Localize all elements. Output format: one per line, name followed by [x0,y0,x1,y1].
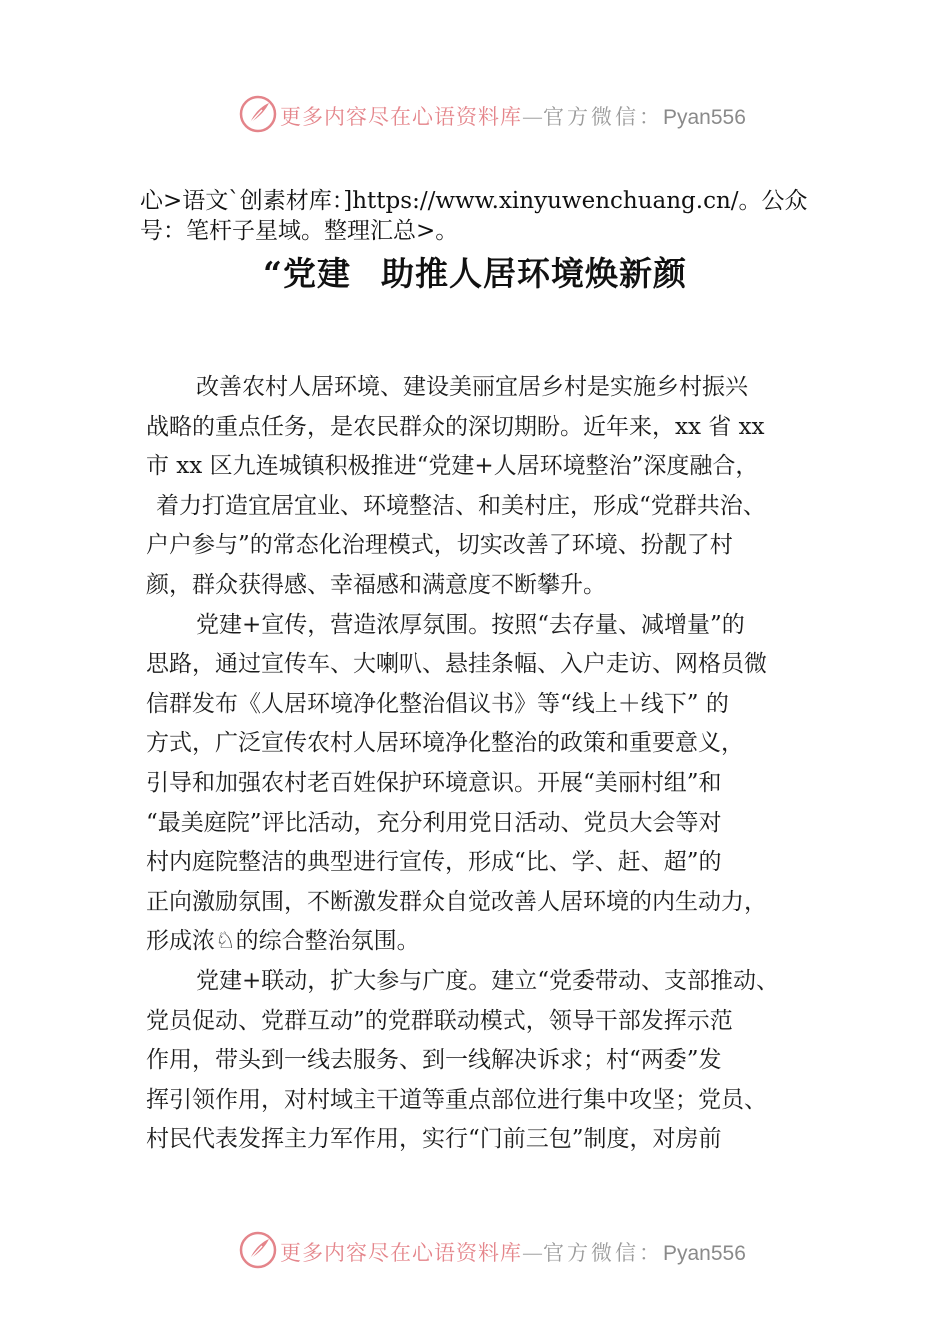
body-line: 思路，通过宣传车、大喇叭、悬挂条幅、入户走访、网格员微 [146,651,767,678]
banner-text [280,1237,746,1267]
body-line: 方式，广泛宣传农村人居环境净化整治的政策和重要意义， [146,730,744,757]
header-banner [0,92,950,140]
feather-pen-icon [238,1230,278,1270]
body-line: 党建+宣传，营造浓厚氛围。按照“去存量、减增量”的 [196,611,745,638]
banner-wechat-id: Pyan556 [663,1242,746,1265]
body-line: 改善农村人居环境、建设美丽宜居乡村是实施乡村振兴 [196,374,748,400]
banner-dash: — [522,105,543,129]
banner-wechat-label: 官方微信： [543,105,663,129]
page-title [0,248,950,295]
banner-wechat-id: Pyan556 [663,106,746,129]
body-line: 村民代表发挥主力军作用，实行“门前三包”制度，对房前 [146,1126,722,1153]
banner-text [280,101,746,131]
feather-pen-icon [238,94,278,134]
footer-banner [0,1228,950,1276]
body-line: 村内庭院整洁的典型进行宣传，形成“比、学、赶、超”的 [146,849,722,876]
body-line: 挥引领作用，对村域主干道等重点部位进行集中攻坚；党员、 [146,1086,767,1113]
banner-wechat-label: 官方微信： [543,1241,663,1265]
body-line: “最美庭院”评比活动，充分利用党日活动、党员大会等对 [146,809,722,836]
title-part-2: 助推人居环境焕新颜 [380,254,687,293]
body-line: 正向激励氛围，不断激发群众自觉改善人居环境的内生动力， [146,888,767,915]
body-line: 户户参与”的常态化治理模式，切实改善了环境、扮靓了村 [146,532,733,559]
body-line: 作用，带头到一线去服务、到一线解决诉求；村“两委”发 [146,1047,722,1074]
body-line: 市 xx 区九连城镇积极推进“党建+人居环境整治”深度融合， [146,453,759,480]
banner-brand: 更多内容尽在心语资料库 [280,105,522,129]
body-line: 着力打造宜居宜业、环境整洁、和美村庄，形成“党群共治、 [156,492,766,519]
body-line: 党建+联动，扩大参与广度。建立“党委带动、支部推动、 [196,967,780,994]
body-line: 信群发布《人居环境净化整治倡议书》等“线上＋线下” 的 [146,690,729,717]
body-line: 颜，群众获得感、幸福感和满意度不断攀升。 [146,571,606,598]
banner-brand: 更多内容尽在心语资料库 [280,1241,522,1265]
source-note: 心>语文`创素材库：]https://www.xinyuwenchuang.cn/。公众号：笔杆子星域。整理汇总>。 [140,188,808,244]
body-line: 形成浓♘的综合整治氛围。 [146,928,420,955]
body-line: 党员促动、党群互动”的党群联动模式，领导干部发挥示范 [146,1007,733,1034]
title-part-1: “党建 [263,254,351,293]
banner-dash: — [522,1241,543,1265]
body-line: 引导和加强农村老百姓保护环境意识。开展“美丽村组”和 [146,769,722,796]
body-line: 战略的重点任务，是农民群众的深切期盼。近年来，xx 省 xx [146,413,765,440]
article-body [146,368,816,1160]
